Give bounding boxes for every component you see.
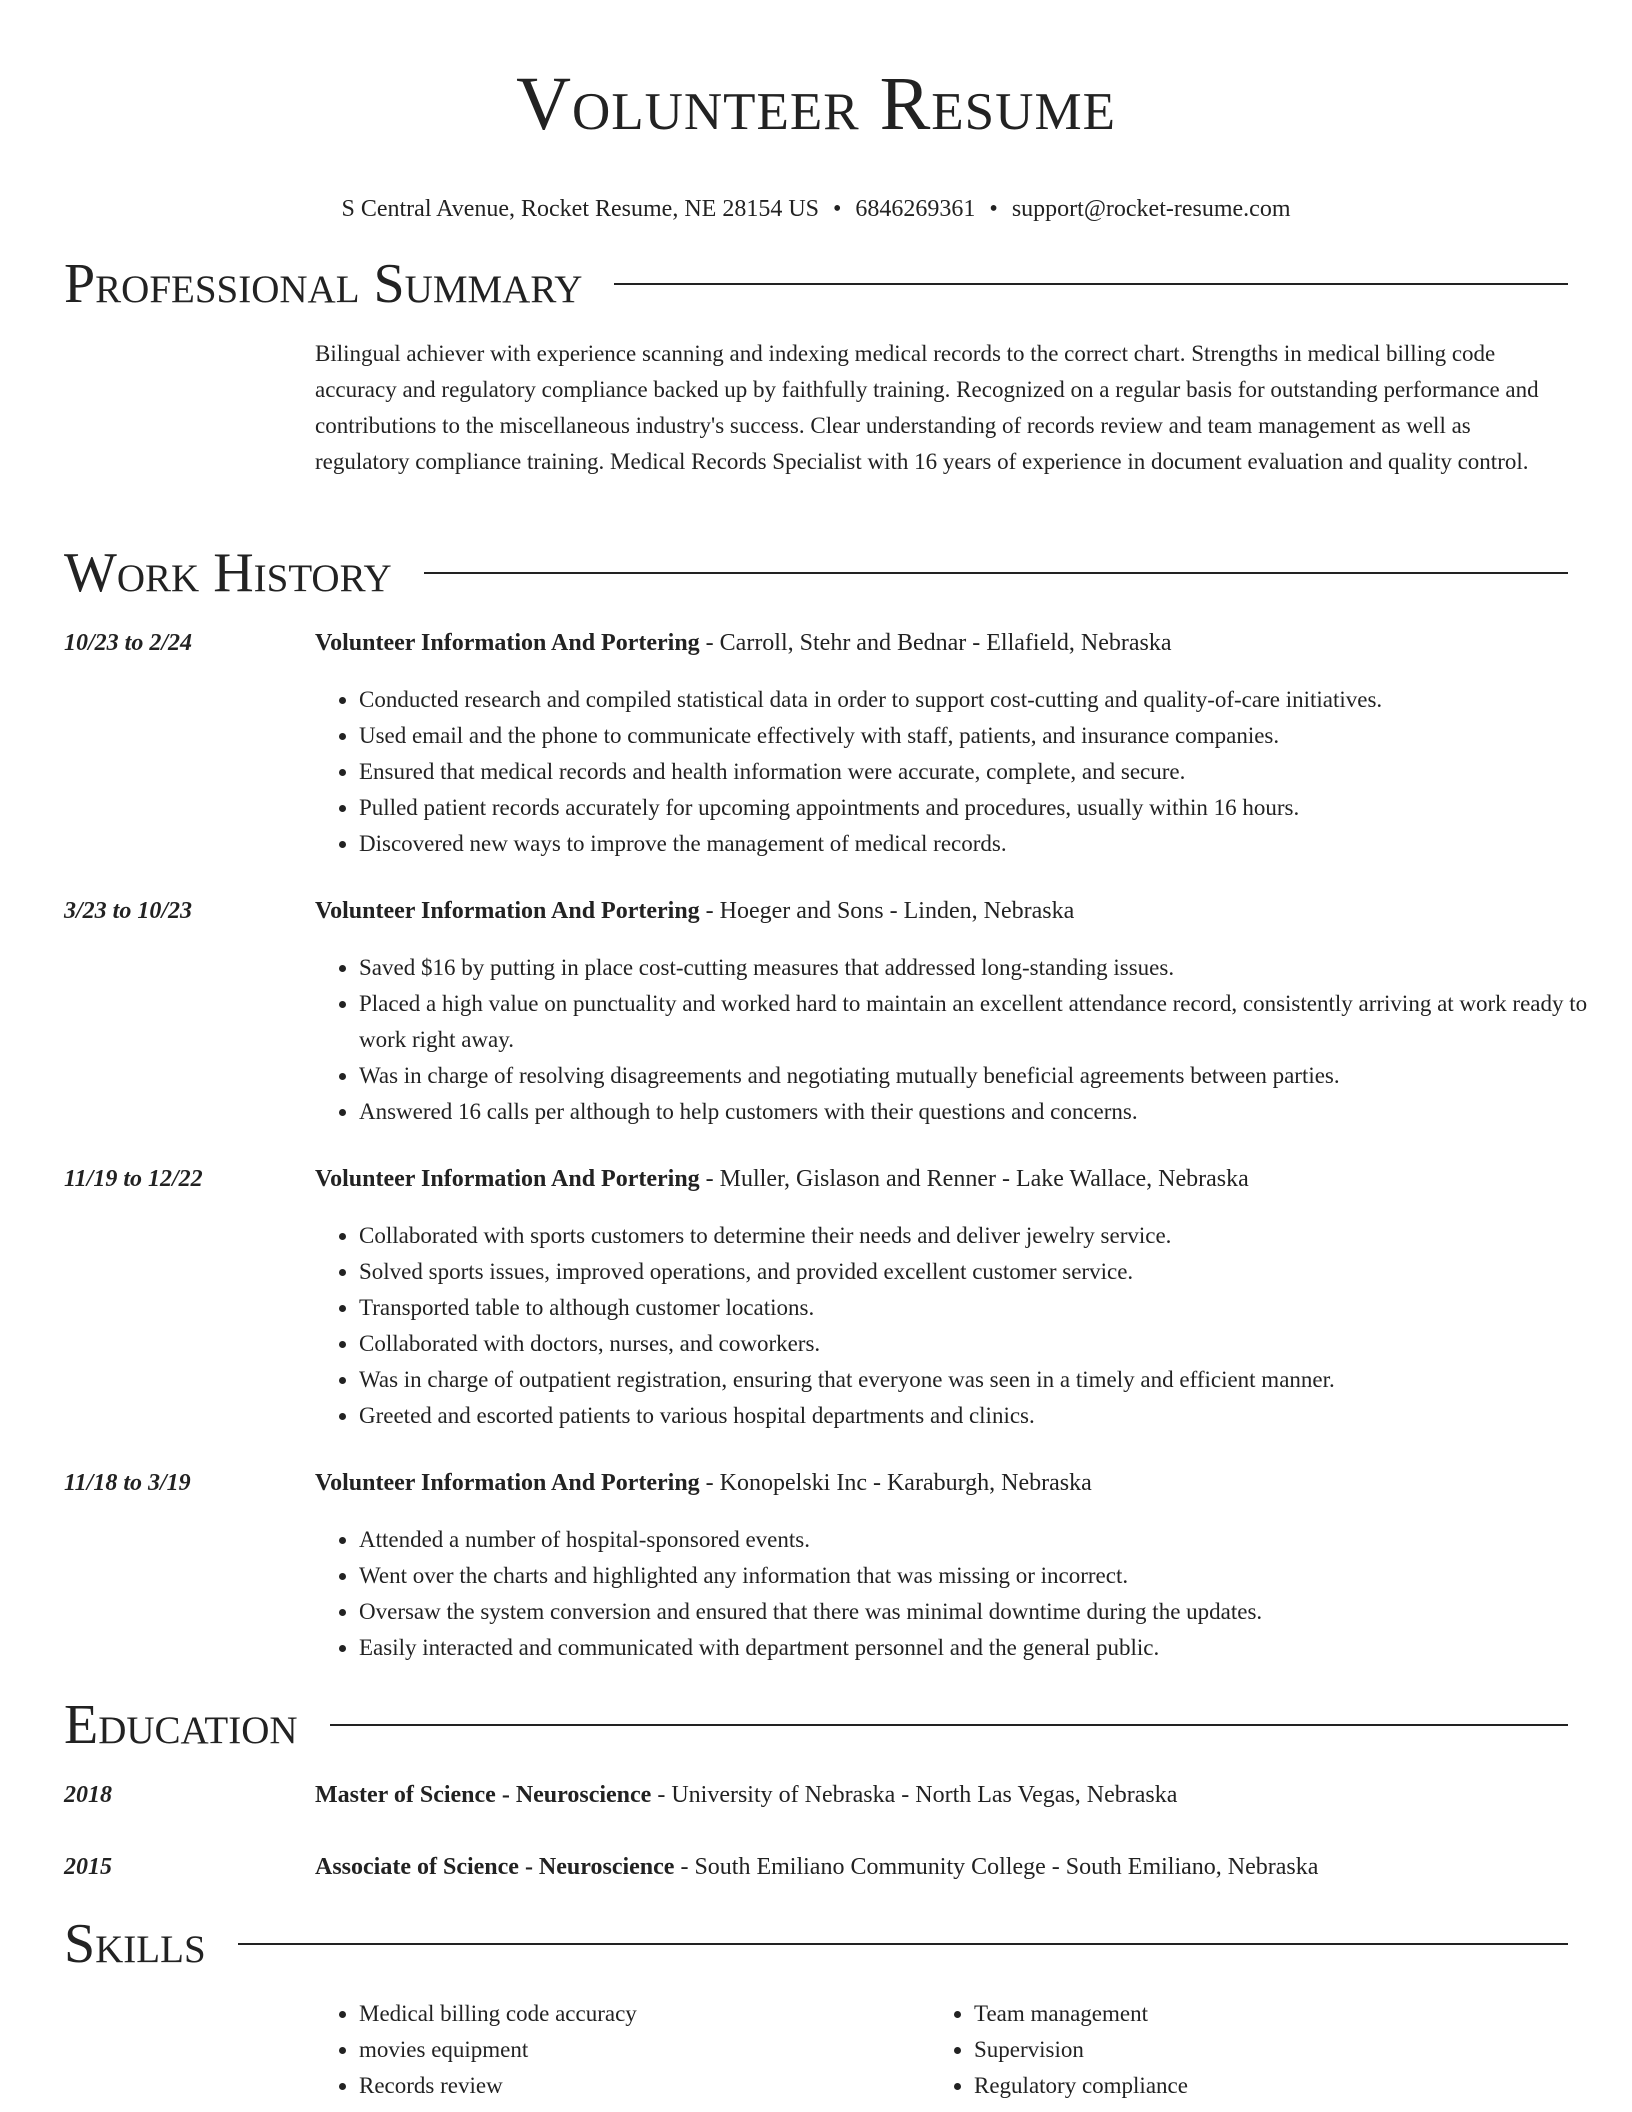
education-details: - South Emiliano Community College - South Emiliano, Nebraska: [674, 1854, 1319, 1880]
contact-address: S Central Avenue, Rocket Resume, NE 28154 US: [341, 196, 819, 222]
section-divider: [238, 1943, 1568, 1945]
contact-phone: 6846269361: [855, 196, 976, 222]
skill-item: • Records review: [359, 2068, 929, 2104]
job-bullets: [315, 1218, 1612, 1434]
list-item: • Used email and the phone to communicate effectively with staff, patients, and insurance companies.: [359, 718, 1612, 754]
job-bullets: [315, 950, 1612, 1130]
section-divider: [614, 283, 1568, 285]
job-bullets: [315, 1522, 1612, 1666]
skill-item: • Team management: [974, 1996, 1574, 2032]
job-dates: 11/18 to 3/19: [64, 1470, 191, 1496]
job-title: Volunteer Information And Portering: [315, 1470, 700, 1496]
job-dates: 3/23 to 10/23: [64, 898, 193, 924]
work-heading: Work History: [64, 542, 392, 604]
list-item: • Pulled patient records accurately for upcoming appointments and procedures, usually within 16 hours.: [359, 790, 1612, 826]
education-degree: Master of Science - Neuroscience: [315, 1782, 652, 1808]
list-item: • Answered 16 calls per although to help customers with their questions and concerns.: [359, 1094, 1612, 1130]
education-year: 2018: [64, 1782, 112, 1808]
skill-item: • Medical billing code accuracy: [359, 1996, 929, 2032]
job-details: - Hoeger and Sons - Linden, Nebraska: [699, 898, 1075, 924]
summary-heading: Professional Summary: [64, 253, 583, 315]
job-title: Volunteer Information And Portering: [315, 898, 700, 924]
list-item: • Transported table to although customer locations.: [359, 1290, 1612, 1326]
list-item: • Ensured that medical records and health information were accurate, complete, and secure.: [359, 754, 1612, 790]
job-title-line: [315, 1468, 1092, 1498]
skills-heading: Skills: [64, 1913, 206, 1975]
job-title: Volunteer Information And Portering: [315, 1166, 700, 1192]
list-item: • Collaborated with sports customers to determine their needs and deliver jewelry service.: [359, 1218, 1612, 1254]
contact-separator: •: [989, 196, 998, 222]
skill-item: • Regulatory compliance: [974, 2068, 1574, 2104]
job-title-line: [315, 1164, 1249, 1194]
education-year: 2015: [64, 1854, 112, 1880]
list-item: • Oversaw the system conversion and ensured that there was minimal downtime during the updates.: [359, 1594, 1612, 1630]
section-divider: [330, 1724, 1568, 1726]
education-degree: Associate of Science - Neuroscience: [315, 1854, 675, 1880]
list-item: • Solved sports issues, improved operations, and provided excellent customer service.: [359, 1254, 1612, 1290]
job-details: - Muller, Gislason and Renner - Lake Wallace, Nebraska: [699, 1166, 1249, 1192]
list-item: • Conducted research and compiled statistical data in order to support cost-cutting and quality-of-care initiatives.: [359, 682, 1612, 718]
list-item: • Collaborated with doctors, nurses, and coworkers.: [359, 1326, 1612, 1362]
job-title: Volunteer Information And Portering: [315, 630, 700, 656]
education-details: - University of Nebraska - North Las Vegas, Nebraska: [651, 1782, 1178, 1808]
list-item: • Was in charge of resolving disagreements and negotiating mutually beneficial agreements between parties.: [359, 1058, 1612, 1094]
contact-email[interactable]: support@rocket-resume.com: [1011, 196, 1291, 222]
job-dates: 11/19 to 12/22: [64, 1166, 203, 1192]
job-bullets: [315, 682, 1612, 862]
work-section-header: [64, 541, 1568, 605]
list-item: • Greeted and escorted patients to various hospital departments and clinics.: [359, 1398, 1612, 1434]
skills-section-header: [64, 1912, 1568, 1976]
resume-title: Volunteer Resume: [516, 62, 1116, 146]
contact-line: [64, 194, 1568, 224]
resume-page: [64, 0, 1588, 2098]
job-title-line: [315, 896, 1074, 926]
contact-separator: •: [833, 196, 842, 222]
skills-list-left: [315, 1996, 929, 2104]
list-item: • Placed a high value on punctuality and worked hard to maintain an excellent attendance record, consistently arriving at work ready to work right away.: [359, 986, 1612, 1058]
summary-section-header: [64, 252, 1568, 316]
list-item: • Saved $16 by putting in place cost-cutting measures that addressed long-standing issues.: [359, 950, 1612, 986]
list-item: • Went over the charts and highlighted any information that was missing or incorrect.: [359, 1558, 1612, 1594]
job-title-line: [315, 628, 1172, 658]
education-line: [315, 1780, 1177, 1810]
education-heading: Education: [64, 1694, 298, 1756]
section-divider: [424, 572, 1568, 574]
skill-item: • movies equipment: [359, 2032, 929, 2068]
summary-text: Bilingual achiever with experience scanning and indexing medical records to the correct chart. Strengths in medical billing code accuracy and regulatory compliance backed up by faithfully training. Recognized on a regular basis for outstanding performance and contributions to the miscellaneous industry's success. Clear understanding of records review and team management as well as regulatory compliance training. Medical Records Specialist with 16 years of experience in document evaluation and quality control.: [315, 341, 1539, 474]
list-item: • Attended a number of hospital-sponsored events.: [359, 1522, 1612, 1558]
skills-list-right: [930, 1996, 1574, 2104]
list-item: • Was in charge of outpatient registration, ensuring that everyone was seen in a timely and efficient manner.: [359, 1362, 1612, 1398]
education-line: [315, 1852, 1318, 1882]
education-section-header: [64, 1693, 1568, 1757]
job-dates: 10/23 to 2/24: [64, 630, 193, 656]
job-details: - Konopelski Inc - Karaburgh, Nebraska: [699, 1470, 1092, 1496]
job-details: - Carroll, Stehr and Bednar - Ellafield, Nebraska: [699, 630, 1172, 656]
skill-item: • Supervision: [974, 2032, 1574, 2068]
list-item: • Easily interacted and communicated with department personnel and the general public.: [359, 1630, 1612, 1666]
list-item: • Discovered new ways to improve the management of medical records.: [359, 826, 1612, 862]
